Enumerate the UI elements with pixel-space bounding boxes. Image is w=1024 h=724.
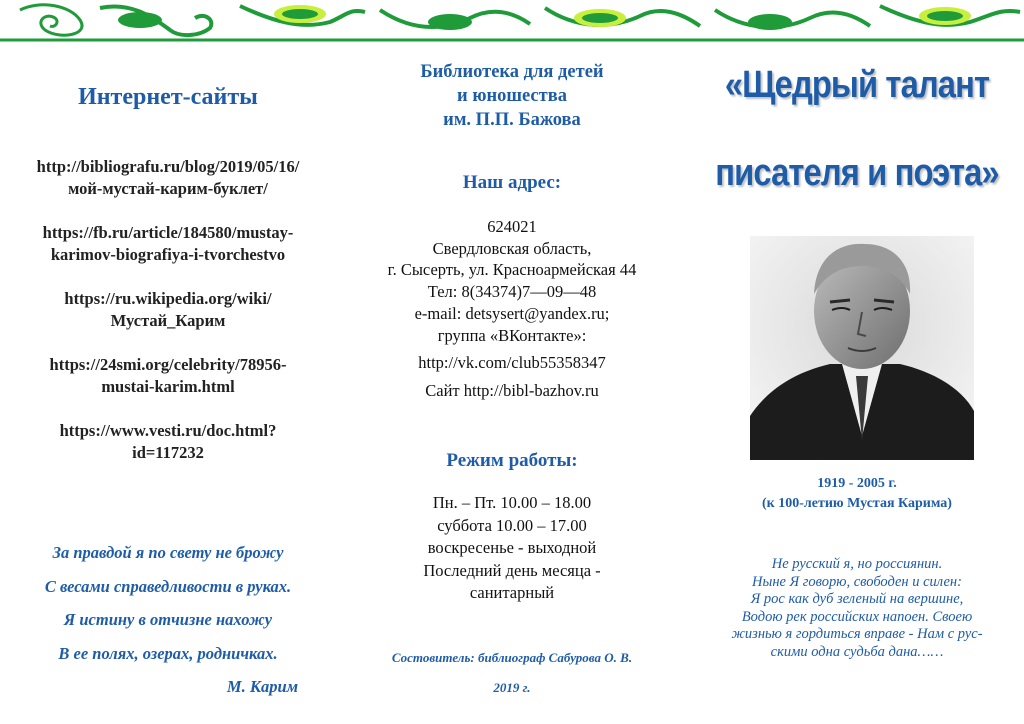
address-block: 624021 Свердловская область, г. Сысерть, ул. Красноармейская 44 Тел: 8(34374)7—09—48 e-mail: detsysert@yandex.ru; группа «ВКонтакте»: http://vk.com/club55358347 Сайт http://bibl-bazhov.ru <box>340 216 684 402</box>
poem-line: В ее полях, озерах, родничках. <box>58 643 278 663</box>
publication-year: 2019 г. <box>493 680 531 695</box>
website-links-list <box>0 156 336 486</box>
middle-column <box>340 0 684 724</box>
verse-line: скими одна судьба дана…… <box>770 643 944 660</box>
poem-line: Я истину в отчизне нахожу <box>63 610 273 629</box>
link-24smi[interactable]: https://24smi.org/celebrity/78956- mustai-karim.html <box>49 355 287 396</box>
link-wikipedia[interactable]: https://ru.wikipedia.org/wiki/ Мустай_Карим <box>64 289 272 330</box>
verse-line: Ныне Я говорю, свободен и силен: <box>752 573 962 590</box>
internet-sites-title: Интернет-сайты <box>78 84 258 110</box>
address-title: Наш адрес: <box>462 172 562 193</box>
verse-quote <box>690 556 1024 662</box>
opening-hours: Пн. – Пт. 10.00 – 18.00 суббота 10.00 – 17.00 воскресенье - выходной Последний день месяца - санитарный <box>423 493 601 602</box>
poem-line: За правдой я по свету не брожу <box>52 543 284 562</box>
link-vesti[interactable]: https://www.vesti.ru/doc.html? id=117232 <box>59 421 277 462</box>
verse-line: Не русский я, но россиянин. <box>771 556 943 572</box>
library-name: Библиотека для детей и юношества им. П.П. Бажова <box>420 62 604 130</box>
link-fb[interactable]: https://fb.ru/article/184580/mustay- karimov-biografiya-i-tvorchestvo <box>42 223 294 264</box>
vk-link[interactable]: http://vk.com/club55358347 <box>418 353 606 373</box>
left-column <box>0 0 336 724</box>
verse-line: жизнью я гордиться вправе - Нам с рус- <box>731 626 983 643</box>
verse-line: Водою рек российских напоен. Своею <box>741 608 973 625</box>
poem-author: М. Карим <box>226 677 298 696</box>
compiler-credit: Состовитель: библиограф Сабурова О. В. <box>391 650 633 665</box>
poem-line: С весами справедливости в руках. <box>44 576 292 596</box>
hours-title: Режим работы: <box>446 450 578 471</box>
poem-quote <box>0 536 336 704</box>
verse-line: Я рос как дуб зеленый на вершине, <box>750 591 964 608</box>
author-portrait-photo <box>750 236 974 460</box>
email-link[interactable]: e-mail: detsysert@yandex.ru; <box>414 303 610 323</box>
life-dates: 1919 - 2005 г. (к 100-летию Мустая Карима) <box>762 476 952 511</box>
right-column <box>690 0 1024 724</box>
main-title-line1: «Щедрый талант <box>724 64 990 106</box>
link-bibliografu[interactable]: http://bibliografu.ru/blog/2019/05/16/ мой-мустай-карим-буклет/ <box>36 157 300 198</box>
main-title-line2: писателя и поэта» <box>715 152 999 194</box>
site-link[interactable]: Сайт http://bibl-bazhov.ru <box>425 380 599 400</box>
